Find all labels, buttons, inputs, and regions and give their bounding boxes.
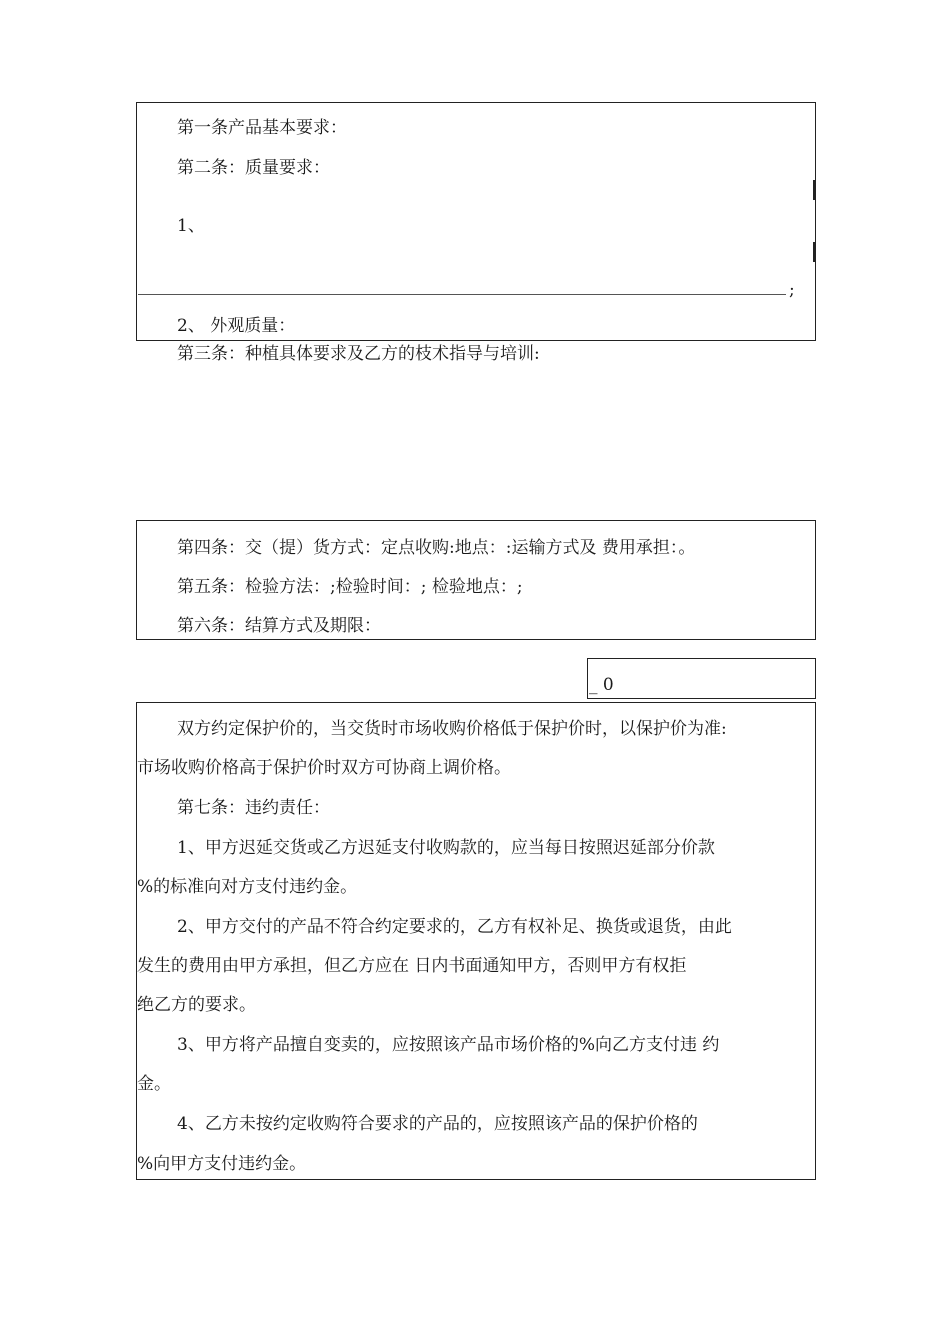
article-6-text: 第六条：结算方式及期限： [177,616,381,636]
article-7-text: 第七条：违约责任： [177,798,330,818]
clause-2-line-2: 发生的费用由甲方承担，但乙方应在 日内书面通知甲方，否则甲方有权拒 [137,956,687,976]
blank-field-box [587,658,816,699]
right-edge-mark [813,180,815,200]
clause-1-line-1: 1、甲方迟延交货或乙方迟延支付收购款的，应当每日按照迟延部分价款 [177,838,715,858]
fill-in-line [138,294,786,295]
fill-in-line-end: ; [789,280,795,300]
article-5-text: 第五条：检验方法：;检验时间：; 检验地点：; [177,577,523,597]
protection-price-line-2: 市场收购价格高于保护价时双方可协商上调价格。 [137,758,511,778]
article-2-text: 第二条：质量要求： [177,158,330,178]
clause-4-line-2: %向甲方支付违约金。 [137,1154,307,1174]
quality-item-1: 1、 [177,216,205,236]
article-3-text: 第三条：种植具体要求及乙方的枝术指导与培训: [177,344,540,364]
clause-4-line-1: 4、乙方未按约定收购符合要求的产品的，应按照该产品的保护价格的 [177,1114,698,1134]
clause-3-line-2: 金。 [137,1074,171,1094]
quality-item-2: 2、 外观质量： [177,316,296,336]
article-1-text: 第一条产品基本要求： [177,118,347,138]
article-4-text: 第四条：交（提）货方式：定点收购:地点：:运输方式及 费用承担：。 [177,538,696,558]
right-edge-mark-2 [813,242,815,262]
clause-3-line-1: 3、甲方将产品擅自变卖的，应按照该产品市场价格的%向乙方支付违 约 [177,1035,720,1055]
protection-price-line-1: 双方约定保护价的，当交货时市场收购价格低于保护价时，以保护价为准: [177,719,727,739]
blank-field-text: _ 0 [589,675,614,695]
clause-1-line-2: %的标准向对方支付违约金。 [137,877,358,897]
clause-2-line-1: 2、甲方交付的产品不符合约定要求的，乙方有权补足、换货或退货，由此 [177,917,732,937]
clause-2-line-3: 绝乙方的要求。 [137,995,256,1015]
